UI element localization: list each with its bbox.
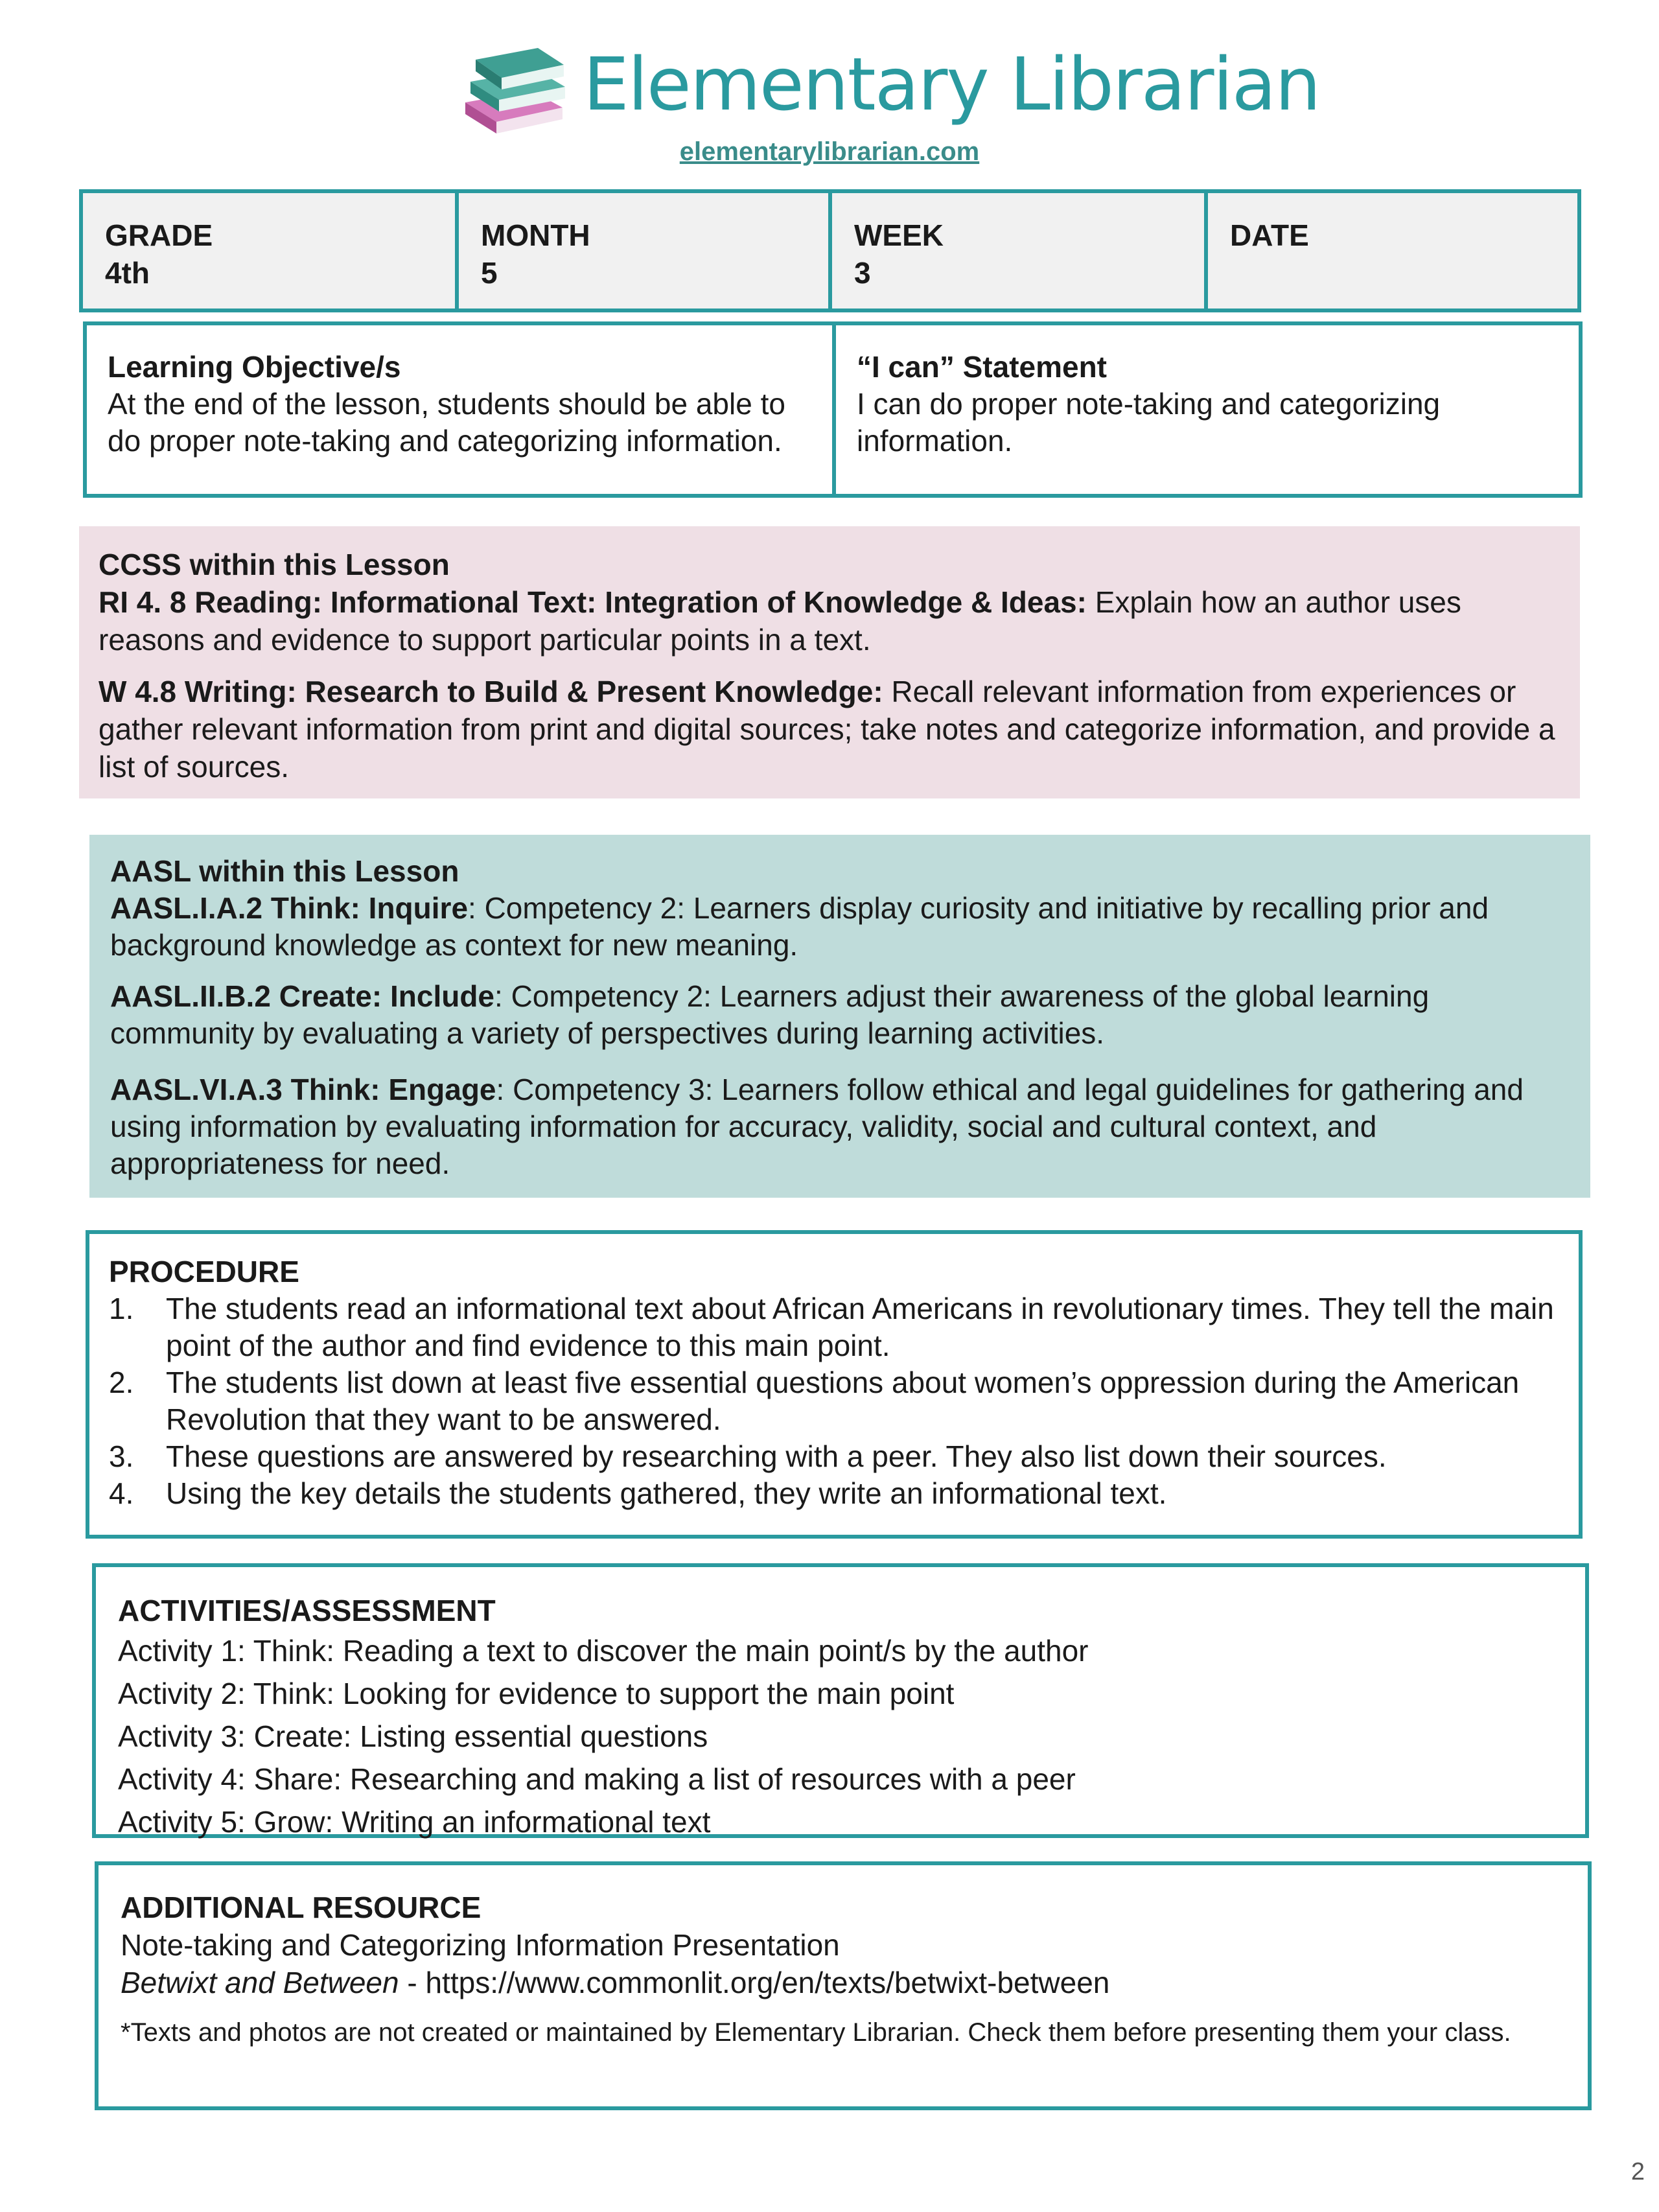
page-number: 2 [1630, 2158, 1645, 2185]
step-number: 3. [109, 1439, 134, 1473]
week-cell [828, 189, 1208, 312]
activities-heading: ACTIVITIES/ASSESSMENT [118, 1594, 496, 1627]
resource-title: Betwixt and Between [121, 1966, 399, 1999]
aasl-section [89, 835, 1590, 1198]
step-number: 4. [109, 1476, 134, 1510]
activity-item: Activity 2: Think: Looking for evidence to support the main point [118, 1677, 955, 1710]
activities-section [92, 1563, 1589, 1838]
grade-cell [79, 189, 459, 312]
step-number: 1. [109, 1292, 134, 1325]
learning-objective-text: At the end of the lesson, students should be able to do proper note-taking and categorizing information. [108, 387, 785, 458]
month-cell [455, 189, 832, 312]
aasl-item [110, 890, 1570, 964]
procedure-step [109, 1475, 1559, 1512]
grade-label: GRADE [105, 218, 213, 252]
i-can-heading: “I can” Statement [857, 350, 1107, 384]
additional-resource-section [95, 1861, 1592, 2110]
procedure-step [109, 1290, 1559, 1364]
disclaimer: *Texts and photos are not created or maintained by Elementary Librarian. Check them before presenting them your class. [121, 2018, 1511, 2047]
activity-item: Activity 3: Create: Listing essential questions [118, 1719, 708, 1753]
aasl-item [110, 978, 1570, 1052]
step-text: Using the key details the students gathered, they write an informational text. [166, 1476, 1167, 1510]
week-label: WEEK [854, 218, 944, 252]
resource-heading: ADDITIONAL RESOURCE [121, 1891, 481, 1924]
procedure-step [109, 1438, 1559, 1475]
i-can-statement-box [832, 321, 1583, 498]
aasl-text: : Competency 2: Learners display curiosity and initiative by recalling prior and background knowledge as context for new meaning. [110, 891, 1489, 962]
procedure-heading: PROCEDURE [109, 1255, 299, 1288]
activity-item: Activity 1: Think: Reading a text to discover the main point/s by the author [118, 1634, 1089, 1668]
learning-objective-heading: Learning Objective/s [108, 350, 401, 384]
learning-objective-box [83, 321, 836, 498]
ccss-section [79, 526, 1580, 798]
ccss-text: Recall relevant information from experiences or gather relevant information from print and digital sources; take notes and categorize information, and provide a list of sources. [99, 675, 1555, 784]
grade-value: 4th [105, 256, 150, 290]
activity-item: Activity 5: Grow: Writing an informational text [118, 1805, 711, 1839]
books-stack-icon [454, 31, 570, 141]
ccss-item [99, 583, 1560, 658]
ccss-code: W 4.8 Writing: Research to Build & Present Knowledge: [99, 675, 883, 708]
date-cell [1204, 189, 1581, 312]
i-can-text: I can do proper note-taking and categorizing information. [857, 387, 1441, 458]
ccss-item [99, 673, 1560, 786]
aasl-text: : Competency 3: Learners follow ethical and legal guidelines for gathering and using information by evaluating information for accuracy, validity, social and cultural context, and appropriateness for need. [110, 1073, 1524, 1180]
ccss-text: Explain how an author uses reasons and evidence to support particular points in a text. [99, 585, 1461, 657]
aasl-heading: AASL within this Lesson [110, 854, 459, 888]
aasl-code: AASL.I.A.2 Think: Inquire [110, 891, 469, 925]
resource-url[interactable]: - https://www.commonlit.org/en/texts/betwixt-between [399, 1966, 1110, 1999]
site-title: Elementary Librarian [583, 43, 1320, 127]
step-text: These questions are answered by researching with a peer. They also list down their sources. [166, 1439, 1387, 1473]
week-value: 3 [854, 256, 871, 290]
site-url-link[interactable]: elementarylibrarian.com [679, 137, 980, 166]
aasl-code: AASL.VI.A.3 Think: Engage [110, 1073, 496, 1106]
month-value: 5 [481, 256, 498, 290]
step-number: 2. [109, 1366, 134, 1399]
step-text: The students read an informational text about African Americans in revolutionary times. They tell the main point of the author and find evidence to this main point. [166, 1292, 1554, 1362]
activity-item: Activity 4: Share: Researching and making a list of resources with a peer [118, 1762, 1076, 1796]
ccss-heading: CCSS within this Lesson [99, 548, 450, 581]
month-label: MONTH [481, 218, 590, 252]
aasl-text: : Competency 2: Learners adjust their awareness of the global learning community by evaluating a variety of perspectives during learning activities. [110, 979, 1430, 1050]
procedure-step [109, 1364, 1559, 1438]
aasl-item [110, 1071, 1570, 1182]
resource-link-line [121, 1964, 1566, 2001]
logo [454, 31, 1320, 141]
procedure-section [86, 1230, 1583, 1539]
aasl-code: AASL.II.B.2 Create: Include [110, 979, 495, 1013]
step-text: The students list down at least five essential questions about women’s oppression during the American Revolution that they want to be answered. [166, 1366, 1520, 1436]
date-label: DATE [1230, 218, 1309, 252]
resource-line: Note-taking and Categorizing Information Presentation [121, 1928, 840, 1962]
ccss-code: RI 4. 8 Reading: Informational Text: Integration of Knowledge & Ideas: [99, 585, 1087, 619]
